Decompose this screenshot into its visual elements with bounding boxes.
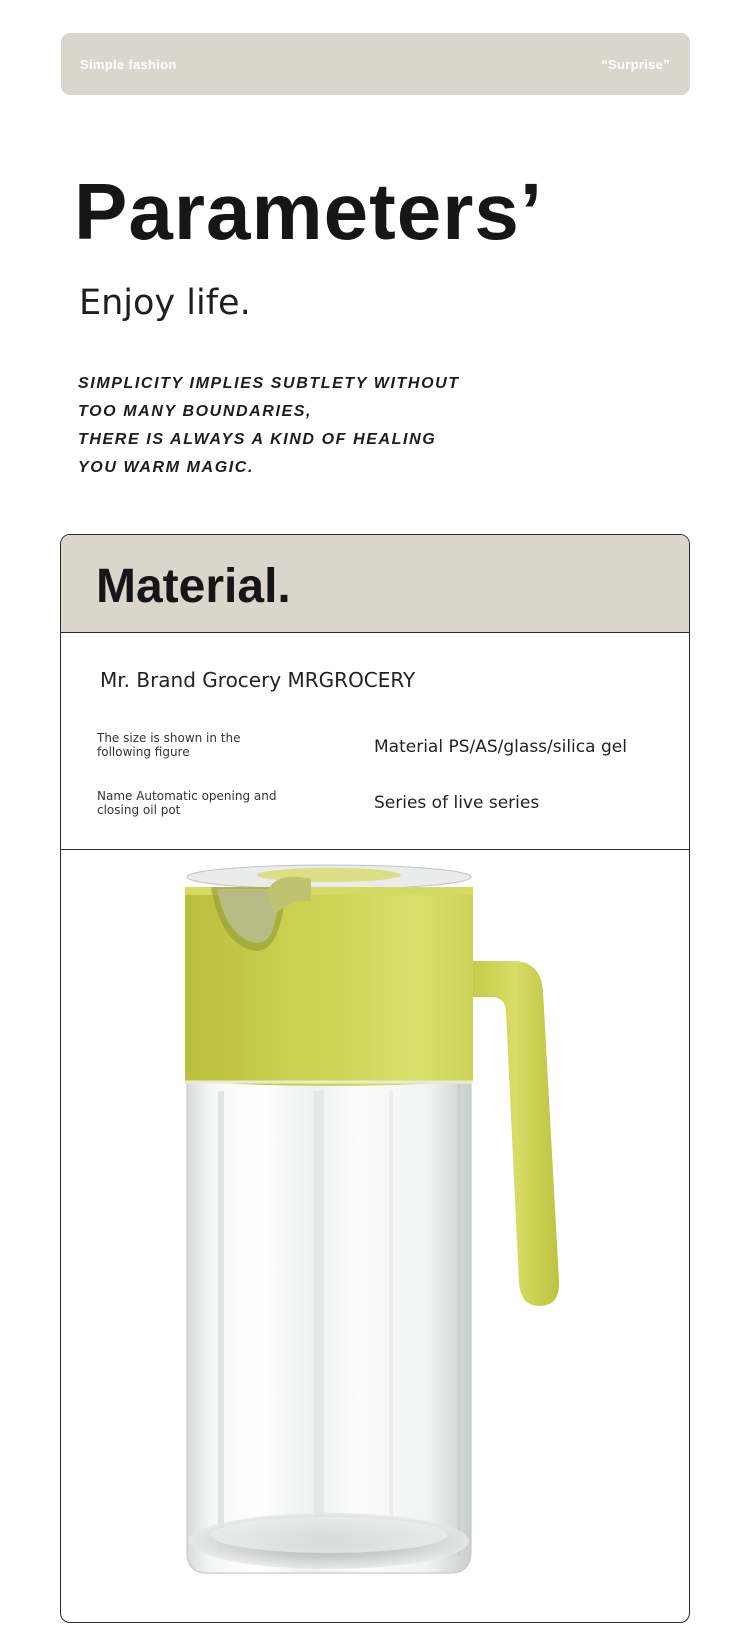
- tagline-line: YOU WARM MAGIC.: [78, 459, 254, 476]
- material-card-title: Material.: [96, 560, 291, 613]
- top-banner: [61, 33, 690, 95]
- divider: [61, 849, 689, 850]
- tagline-line: THERE IS ALWAYS A KIND OF HEALING: [78, 431, 437, 448]
- brand-text: Mr. Brand Grocery MRGROCERY: [100, 668, 416, 692]
- material-spec: Material PS/AS/glass/silica gel: [374, 737, 627, 757]
- product-image: [61, 851, 690, 1621]
- page-title: Parameters’: [74, 167, 544, 256]
- oil-pot-icon: [61, 851, 690, 1621]
- banner-left-text: Simple fashion: [80, 57, 177, 72]
- name-spec: Name Automatic opening and closing oil pot: [97, 789, 277, 817]
- size-note: The size is shown in the following figure: [97, 731, 241, 759]
- tagline-line: SIMPLICITY IMPLIES SUBTLETY WITHOUT: [78, 375, 460, 392]
- page-subtitle: Enjoy life.: [79, 283, 251, 323]
- series-spec: Series of live series: [374, 793, 540, 813]
- banner-right-text: “Surprise”: [601, 57, 670, 72]
- tagline: [78, 370, 460, 482]
- tagline-line: TOO MANY BOUNDARIES,: [78, 403, 313, 420]
- material-card: [60, 534, 690, 1623]
- material-card-header: [61, 535, 689, 633]
